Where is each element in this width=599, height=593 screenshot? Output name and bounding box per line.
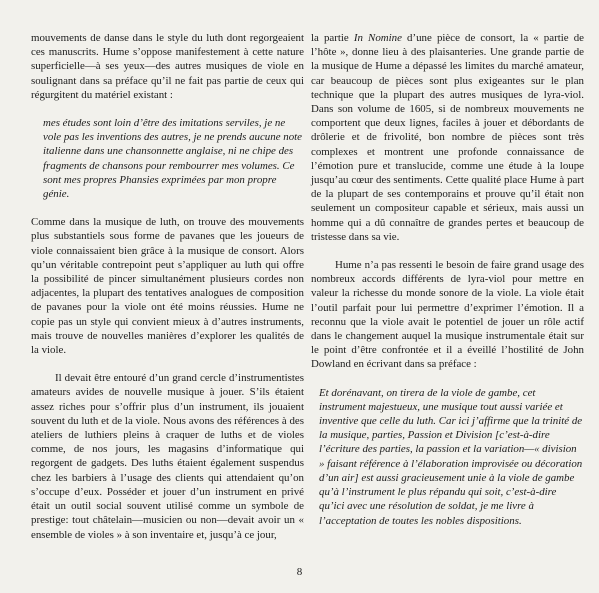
paragraph-intro: mouvements de danse dans le style du luth dont regorgeaient ces manuscrits. Hume s’oppose manifestement à cette nature superficielle—à ses yeux—des autres musiques de viole en soulignant dans sa préface qu’il ne fait pas partie de ceux qui régurgitent du matériel existant : (31, 32, 304, 101)
italic-title-in-nomine: In Nomine (353, 32, 402, 44)
text-run: la partie (311, 32, 354, 44)
page-number: 8 (296, 566, 303, 578)
quote-hume-preface-studies: mes études sont loin d’être des imitations serviles, je ne vole pas les inventions des autres, je ne prends aucune note italienne dans une chansonnette anglaise, ni ne chipe des fragments de chansons pour rembourrer mes volumes. Ce sont mes propres Phansies exprimées par mon propre génie. (43, 117, 302, 201)
paragraph-amateurs: Il devait être entouré d’un grand cercle d’instrumentistes amateurs avides de nouvelle musique à jouer. S’ils étaient assez riches pour s’offrir plus d’un instrument, ils jouaient souvent du luth et de la viole. Nous avons des références à des ateliers de luthiers pleins à craquer de luths et de violes comme, de nos jours, les magasins d’informatique qui regorgent de gadgets. Des luths étaient également suspendus chez les barbiers à l’usage des clients qui attendaient qu’on s’occupe d’eux. Posséder et jouer d’un instrument en privé était un outil social souvent utilisé comme un symbole de prestige: tout châtelain—musicien ou non—devait avoir un « ensemble de violes » à son inventaire et, jusqu’à ce jour, (31, 372, 304, 541)
paragraph-pavanes: Comme dans la musique de luth, on trouve des mouvements plus substantiels sous forme de pavanes que les joueurs de viole connaissaient bien grâce à la musique de consort. Alors qu’un véritable contrepoint peut s’appliquer au luth qui offre la possibilité de pincer simultanément plusieurs cordes non adjacentes, la plupart des tentatives analogues de composition de pavanes pour la viole ont été moins réussies. Hume ne copie pas un style qui convient mieux à d’autres instruments, mais trouve de nouvelles manières d’explorer les qualités de la viole. (31, 216, 304, 357)
left-column (31, 31, 304, 542)
paragraph-dowland: Hume n’a pas ressenti le besoin de faire grand usage des nombreux accords différents de lyra-viol pour mettre en valeur la richesse du monde sonore de la viole. La viole était l’outil parfait pour lui permettre d’exprimer l’émotion. Il a reconnu que la viole avait le potentiel de jouer un rôle actif dans le changement auquel la musique instrumentale était sur le point d’être confrontée et il a éveillé l’hostilité de John Dowland en écrivant dans sa préface : (311, 259, 584, 371)
quote-hume-preface-viol: Et dorénavant, on tirera de la viole de gambe, cet instrument majestueux, une musique tout aussi variée et inventive que celle du luth. Car ici j’affirme que la trinité de la musique, parties, Passion et Division [c’est-à-dire l’écriture des parties, la passion et la variation—« division » faisant référence à l’élaboration improvisée ou décoration d’un air] est aussi gracieusement unie à la viole de gambe qu’à l’instrument le plus répandu qui soit, c’est-à-dire qu’ici avec une résolution de soldat, je me livre à l’acceptation de toutes les nobles dispositions. (319, 386, 583, 527)
right-column (311, 31, 584, 542)
paragraph-in-nomine (311, 31, 584, 244)
text-run: d’une pièce de consort, la « partie de l’hôte », donne lieu à des plaisanteries. Une grande partie de la musique de Hume a dépassé les limites du marché amateur, car beaucoup de pièces sont plus exigeantes sur le plan technique que la plupart des autres musiques de lyra-viol. Dans son volume de 1605, si de nombreux mouvements ne comportent que deux lignes, faciles à jouer et débordants de drôlerie et de frivolité, bon nombre de pièces sont très complexes et montrent une profonde connaissance de l’émotion pure et translucide, comme une étude à la loupe jusqu’au cœur des sentiments. Cette qualité place Hume à part de la plupart de ses contemporains et prouve qu’il était non seulement un compositeur capable et sérieux, mais aussi un homme qui a dû connaître de grandes pertes et beaucoup de tristesse dans sa vie. (311, 32, 584, 243)
